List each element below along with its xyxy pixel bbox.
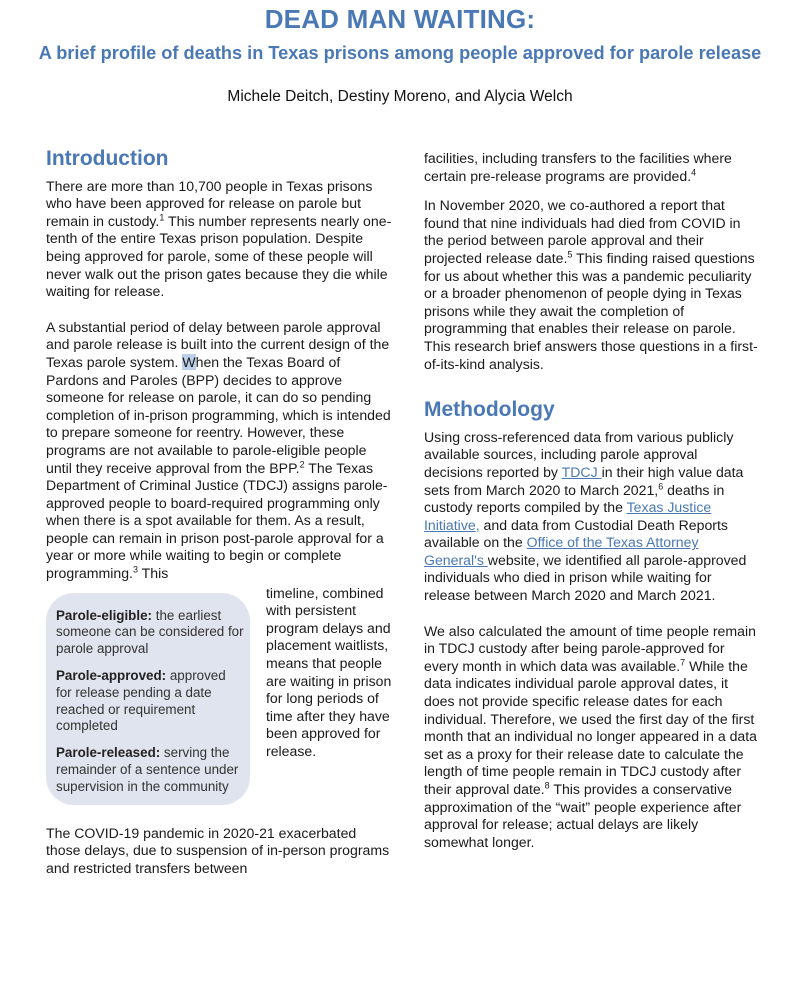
footnote-6[interactable]: 6	[658, 480, 664, 491]
footnote-2[interactable]: 2	[299, 458, 305, 469]
intro-paragraph-2-continued: timeline, combined with persistent program delays and placement waitlists, means that people are waiting in prison for long periods of time after they have been approved for release.	[266, 584, 392, 759]
definitions-box	[46, 593, 250, 805]
footnote-7[interactable]: 7	[680, 657, 686, 668]
definitions-float	[46, 585, 392, 815]
right-column	[424, 150, 760, 851]
link-texas-justice-initiative[interactable]: Texas Justice Initiative,	[424, 499, 712, 533]
authors-line: Michele Deitch, Destiny Moreno, and Alycia Welch	[227, 88, 573, 105]
right-paragraph-2: In November 2020, we co-authored a report that found that nine individuals had died from COVID in the period between parole approval and their projected release date.$^5$ This finding raised questions for us about whether this was a pandemic peculiarity or a broader phenomenon of people dying in Texas prisons while they await the completion of programming that enables their release on parole. This research brief answers those questions in a first-of-its-kind analysis.	[424, 197, 758, 372]
right-paragraph-1: facilities, including transfers to the facilities where certain pre-release programs are provided.$^4$	[424, 150, 732, 184]
footnote-3[interactable]: 3	[132, 564, 138, 575]
definition-parole-approved: Parole-approved: approved for release pending a date reached or requirement completed	[56, 668, 226, 734]
footnote-1[interactable]: 1	[159, 212, 165, 223]
intro-paragraph-3: The COVID-19 pandemic in 2020-21 exacerbated those delays, due to suspension of in-person programs and restricted transfers between	[46, 824, 390, 876]
intro-paragraph-2: A substantial period of delay between parole approval and parole release is built into the current design of the Texas parole system. When the Texas Board of Pardons and Paroles (BPP) decides to approve someone for release on parole, it can do so pending completion of in-prison programming, which is intended to prepare someone for reentry. However, these programs are not available to parole-eligible people until they receive approval from the BPP.$^2$ The Texas Department of Criminal Justice (TDCJ) assigns parole-approved people to board-required programming only when there is a spot available for them. As a result, people can remain in prison post-parole approval for a year or more while waiting to begin or complete programming.$^3$ This	[46, 318, 391, 582]
methodology-paragraph-1: Using cross-referenced data from various publicly available sources, including parole approval decisions reported by TDCJ in their high value data sets from March 2020 to March 2021,$^6$ deaths in custody reports compiled by the Texas Justice Initiative, and data from Custodial Death Reports available on the Office of the Texas Attorney General's website, we identified all parole-approved individuals who died in prison while waiting for release between March 2020 and March 2021.	[424, 428, 747, 604]
footnote-4[interactable]: 4	[691, 166, 697, 177]
link-tdcj[interactable]: TDCJ	[561, 463, 602, 480]
text-selection-highlight: W	[182, 353, 196, 370]
footnote-8[interactable]: 8	[544, 780, 550, 791]
page-title: DEAD MAN WAITING:	[264, 4, 536, 34]
definition-parole-eligible: Parole-eligible: the earliest someone can be considered for parole approval	[56, 607, 244, 657]
intro-paragraph-1: There are more than 10,700 people in Texas prisons who have been approved for release on parole but remain in custody.$^1$ This number represents nearly one-tenth of the entire Texas prison population. Despite being approved for parole, some of these people will never walk out the prison gates because they die while waiting for release.	[46, 177, 392, 300]
link-attorney-general[interactable]: Office of the Texas Attorney General's	[424, 534, 699, 568]
methodology-paragraph-2: We also calculated the amount of time people remain in TDCJ custody after being parole-approved for every month in which data was available.$^7$ While the data indicates individual parole approval dates, it does not provide specific release dates for each individual. Therefore, we used the first day of the first month that an individual no longer appeared in a data set as a proxy for their release date to calculate the length of time people remain in TDCJ custody after their approval date.$^8$ This provides a conservative approximation of the “wait” people experience after approval for release; actual delays are likely somewhat longer.	[424, 622, 758, 850]
footnote-5[interactable]: 5	[567, 249, 573, 260]
left-column	[46, 147, 392, 877]
introduction-heading: Introduction	[46, 147, 169, 170]
definition-parole-released: Parole-released: serving the remainder of a sentence under supervision in the community	[56, 745, 239, 794]
methodology-heading: Methodology	[424, 398, 555, 422]
page-subtitle: A brief profile of deaths in Texas prisons among people approved for parole release	[38, 43, 762, 63]
